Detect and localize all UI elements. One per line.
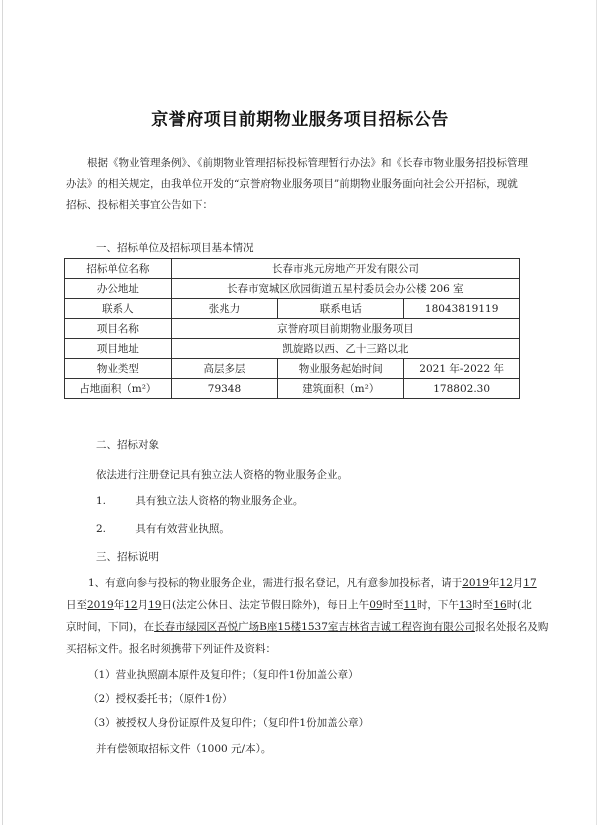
am-start-hour: 09 [369, 599, 383, 611]
table-row [65, 299, 520, 319]
object-text: 依法进行注册登记具有独立法人资格的物业服务企业。 [96, 469, 348, 481]
table-row [65, 379, 520, 399]
table-row [65, 279, 520, 299]
pm-start-hour: 13 [458, 599, 473, 611]
start-day: 17 [523, 577, 537, 589]
document-title: 京誉府项目前期物业服务项目招标公告 [151, 110, 449, 130]
value-period: 2021 年-2022 年 [404, 359, 520, 379]
section-heading-2: 二、招标对象 [96, 439, 159, 451]
value-phone: 18043819119 [404, 299, 520, 319]
table-row [65, 359, 520, 379]
value-land-area: 79348 [171, 379, 278, 399]
pm-end-hour: 16 [493, 599, 507, 611]
end-month: 12 [124, 599, 138, 611]
label-project: 项目名称 [65, 319, 172, 339]
year-char-1: 年 [488, 577, 500, 589]
year-char-2: 年 [113, 599, 125, 611]
notes-line-4: 买招标文件。报名时须携带下列证件及资料： [66, 643, 276, 655]
end-day: 19 [148, 599, 162, 611]
label-address: 办公地址 [65, 279, 172, 299]
value-build-area: 178802.30 [404, 379, 520, 399]
section-heading-3: 三、招标说明 [96, 551, 159, 563]
requirement-1-number: 1. [96, 495, 107, 507]
value-location: 凯旋路以西、乙十三路以北 [171, 339, 519, 359]
document-item-3: （3）被授权人身份证原件及复印件；（复印件1份加盖公章） [88, 717, 370, 729]
tender-info-table [64, 258, 520, 399]
notes-line-2-c: 时至 [382, 599, 404, 611]
label-contact: 联系人 [65, 299, 172, 319]
label-period: 物业服务起始时间 [278, 359, 404, 379]
notes-line-2-e: 时至 [472, 599, 494, 611]
table-row [65, 259, 520, 279]
registration-place: 长春市绿园区吾悦广场B座15楼1537室吉林省吉诚工程咨询有限公司 [154, 621, 475, 633]
requirement-1 [96, 493, 303, 508]
label-location: 项目地址 [65, 339, 172, 359]
label-phone: 联系电话 [278, 299, 404, 319]
notes-line-2-b: 日(法定公休日、法定节假日除外)，每日上午 [161, 599, 370, 611]
value-project: 京誉府项目前期物业服务项目 [171, 319, 519, 339]
document-item-2: （2）授权委托书；（原件1份） [88, 693, 233, 705]
table-row [65, 319, 520, 339]
table-row [65, 339, 520, 359]
value-address: 长春市宽城区欣园街道五星村委员会办公楼 206 室 [171, 279, 519, 299]
label-build-area: 建筑面积（m²） [278, 379, 404, 399]
notes-line-2 [66, 597, 532, 612]
notes-line-2-d: 时，下午 [416, 599, 459, 611]
requirement-2-text: 具有有效营业执照。 [135, 523, 230, 535]
end-year: 2019 [87, 599, 114, 611]
requirement-2-number: 2. [96, 523, 107, 535]
label-land-area: 占地面积（m²） [65, 379, 172, 399]
notes-line-2-a: 日至 [66, 599, 87, 611]
am-end-hour: 11 [403, 599, 417, 611]
notes-line-1 [88, 575, 537, 590]
month-char-1: 月 [512, 577, 524, 589]
requirement-2 [96, 521, 230, 536]
month-char-2: 月 [137, 599, 149, 611]
document-item-1: （1）营业执照副本原件及复印件；（复印件1份加盖公章） [88, 669, 359, 681]
start-year: 2019 [462, 577, 489, 589]
notes-line-3-b: 报名处报名及购 [474, 621, 549, 633]
notes-line-3 [66, 619, 548, 634]
value-contact: 张兆力 [171, 299, 278, 319]
notes-line-2-f: 时(北 [506, 599, 532, 611]
label-type: 物业类型 [65, 359, 172, 379]
start-month: 12 [499, 577, 513, 589]
intro-paragraph: 根据《物业管理条例》、《前期物业管理招标投标管理暂行办法》和《长春市物业服务招投标管理办法》的相关规定，由我单位开发的“京誉府物业服务项目”前期物业服务面向社会公开招标，现就招标、投标相关事宜公告如下： [66, 157, 528, 211]
value-tenderer: 长春市兆元房地产开发有限公司 [171, 259, 519, 279]
notes-line-1-text: 1、有意向参与投标的物业服务企业，需进行报名登记，凡有意参加投标者，请于 [88, 577, 463, 589]
label-tenderer: 招标单位名称 [65, 259, 172, 279]
fee-text: 并有偿领取招标文件（1000 元/本）。 [96, 743, 272, 755]
requirement-1-text: 具有独立法人资格的物业服务企业。 [135, 495, 304, 507]
value-type: 高层多层 [171, 359, 278, 379]
notes-line-3-a: 京时间，下同)，在 [66, 621, 155, 633]
section-heading-1: 一、招标单位及招标项目基本情况 [96, 242, 254, 254]
